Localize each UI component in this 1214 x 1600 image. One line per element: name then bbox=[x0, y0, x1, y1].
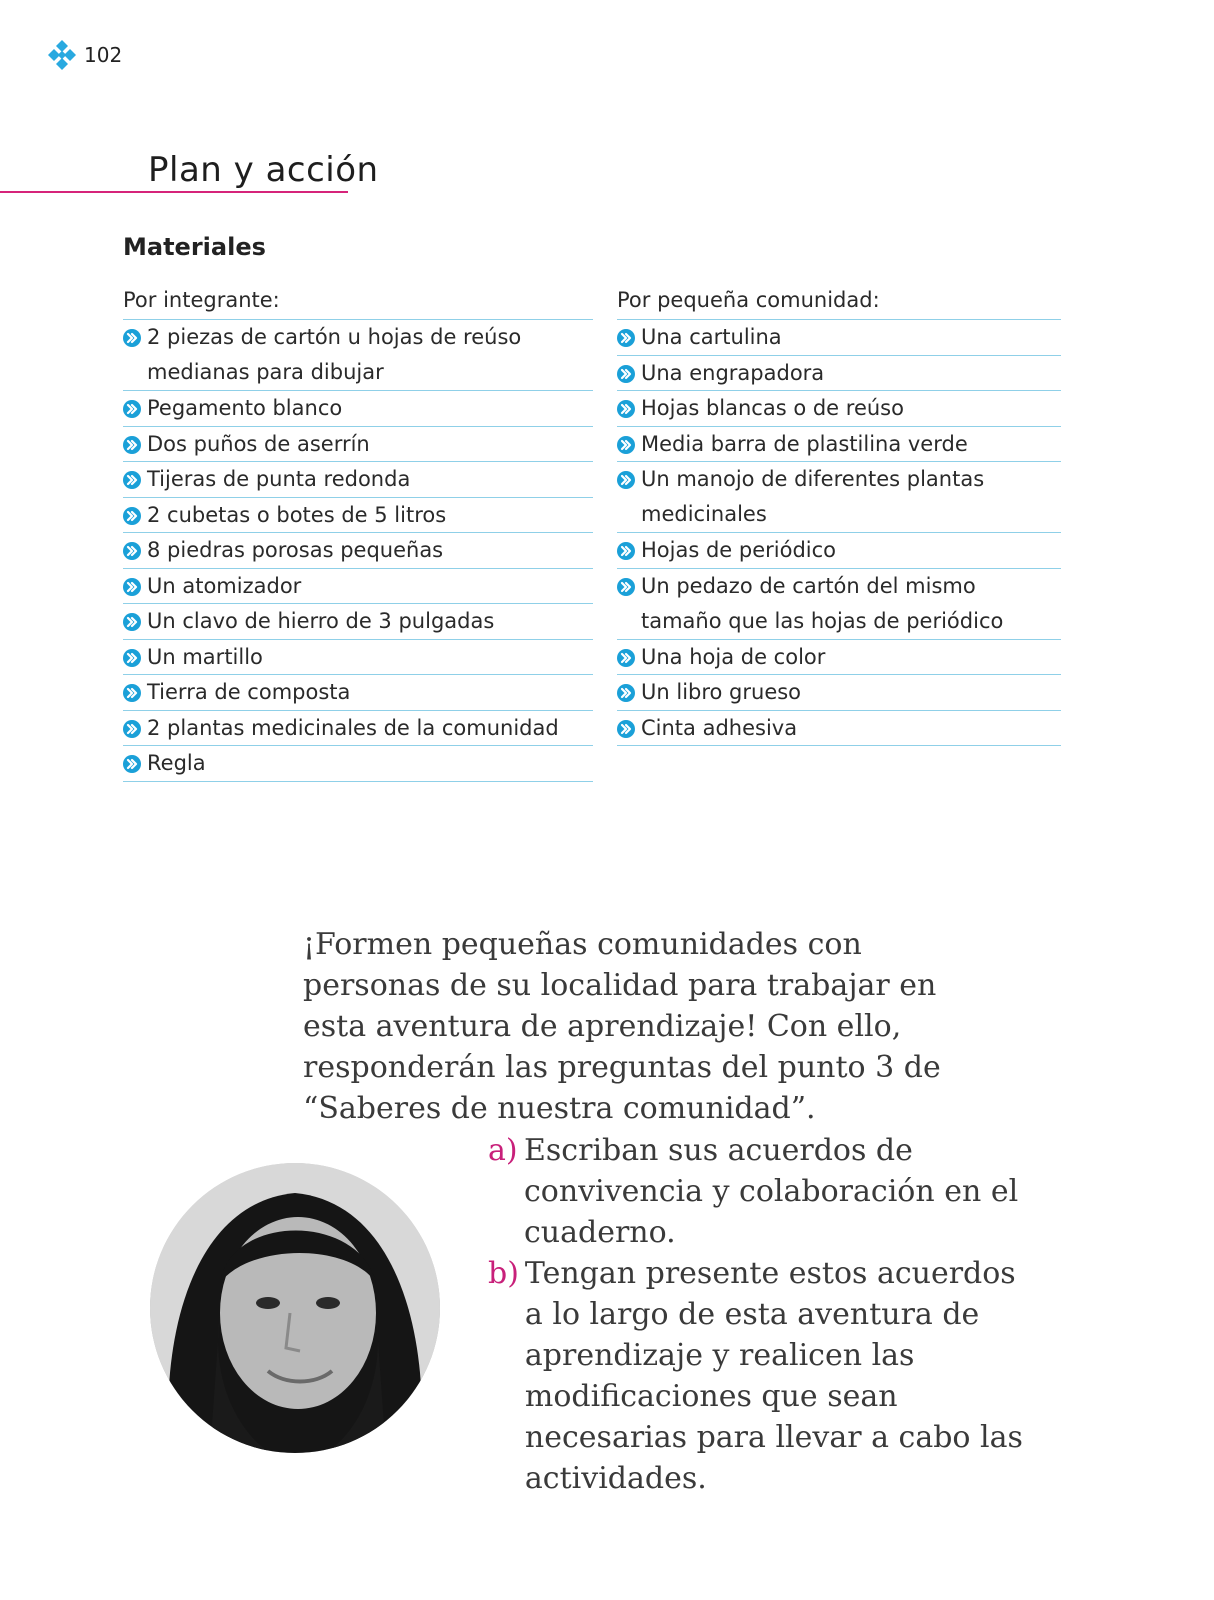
material-item-text: Cinta adhesiva bbox=[641, 715, 798, 740]
chevron-right-bullet-icon bbox=[123, 720, 141, 738]
material-list-item bbox=[617, 640, 1061, 676]
chevron-right-bullet-icon bbox=[617, 684, 635, 702]
material-item-text: Un atomizador bbox=[147, 573, 302, 598]
chevron-right-bullet-icon bbox=[617, 436, 635, 454]
chevron-right-bullet-icon bbox=[617, 365, 635, 383]
material-list-item bbox=[123, 711, 593, 747]
material-list-item bbox=[123, 320, 593, 391]
material-list-item bbox=[123, 462, 593, 498]
materials-per-member-column bbox=[123, 285, 593, 782]
material-item-text: 2 cubetas o botes de 5 litros bbox=[147, 502, 447, 527]
per-member-header: Por integrante: bbox=[123, 285, 593, 320]
step-text: Tengan presente estos acuerdos a lo largo de esta aventura de aprendizaje y realicen las modificaciones que sean necesarias para llevar a cabo las actividades. bbox=[524, 1256, 1023, 1496]
material-list-item bbox=[617, 675, 1061, 711]
material-list-item bbox=[617, 320, 1061, 356]
material-item-text: 2 plantas medicinales de la comunidad bbox=[147, 715, 559, 740]
material-list-item bbox=[617, 569, 1061, 640]
chevron-right-bullet-icon bbox=[617, 471, 635, 489]
material-list-item bbox=[123, 675, 593, 711]
material-item-text: Tijeras de punta redonda bbox=[147, 467, 411, 491]
per-member-list bbox=[123, 320, 593, 782]
chevron-right-bullet-icon bbox=[123, 755, 141, 773]
material-list-item bbox=[617, 462, 1061, 533]
material-item-text: 8 piedras porosas pequeñas bbox=[147, 538, 444, 562]
section-title: Plan y acción bbox=[148, 150, 379, 190]
title-underline bbox=[0, 191, 348, 193]
material-item-text: Hojas blancas o de reúso bbox=[641, 396, 904, 420]
chevron-right-bullet-icon bbox=[617, 542, 635, 560]
material-item-text: Hojas de periódico bbox=[641, 538, 837, 562]
steps-list bbox=[488, 1130, 1028, 1499]
chevron-right-bullet-icon bbox=[617, 578, 635, 596]
chevron-right-bullet-icon bbox=[617, 720, 635, 738]
material-list-item bbox=[123, 746, 593, 782]
portrait-illustration bbox=[150, 1163, 440, 1453]
chevron-right-bullet-icon bbox=[617, 400, 635, 418]
material-item-text: Un libro grueso bbox=[641, 680, 802, 704]
intro-paragraph: ¡Formen pequeñas comunidades con personas de su localidad para trabajar en esta aventura de aprendizaje! Con ello, responderán las preguntas del punto 3 de “Saberes de nuestra comunidad”. bbox=[303, 927, 941, 1126]
material-list-item bbox=[123, 569, 593, 605]
chevron-right-bullet-icon bbox=[617, 649, 635, 667]
materials-per-community-column bbox=[617, 285, 1061, 746]
chevron-right-bullet-icon bbox=[123, 471, 141, 489]
material-item-text: Un manojo de diferentes plantas medicinales bbox=[641, 467, 985, 526]
material-item-text: Un pedazo de cartón del mismo tamaño que las hojas de periódico bbox=[641, 573, 1004, 633]
material-item-text: Una cartulina bbox=[641, 325, 782, 349]
step-text: Escriban sus acuerdos de convivencia y colaboración en el cuaderno. bbox=[524, 1133, 1019, 1250]
chevron-right-bullet-icon bbox=[123, 436, 141, 454]
materials-heading: Materiales bbox=[123, 233, 266, 261]
per-community-list bbox=[617, 320, 1061, 746]
chevron-right-bullet-icon bbox=[123, 578, 141, 596]
chevron-right-bullet-icon bbox=[123, 507, 141, 525]
material-item-text: 2 piezas de cartón u hojas de reúso medianas para dibujar bbox=[147, 325, 522, 384]
girl-portrait-photo bbox=[150, 1163, 440, 1453]
material-item-text: Pegamento blanco bbox=[147, 396, 343, 420]
material-item-text: Una engrapadora bbox=[641, 360, 825, 385]
material-list-item bbox=[617, 533, 1061, 569]
material-item-text: Un clavo de hierro de 3 pulgadas bbox=[147, 609, 495, 633]
book-logo-icon bbox=[48, 38, 76, 72]
material-list-item bbox=[123, 391, 593, 427]
material-item-text: Un martillo bbox=[147, 644, 263, 669]
chevron-right-bullet-icon bbox=[123, 400, 141, 418]
step-letter: a) bbox=[488, 1133, 518, 1168]
material-item-text: Media barra de plastilina verde bbox=[641, 431, 968, 456]
material-list-item bbox=[617, 356, 1061, 392]
material-item-text: Regla bbox=[147, 751, 206, 775]
material-list-item bbox=[123, 604, 593, 640]
chevron-right-bullet-icon bbox=[123, 684, 141, 702]
material-list-item bbox=[123, 498, 593, 534]
per-community-header: Por pequeña comunidad: bbox=[617, 285, 1061, 320]
step-letter: b) bbox=[488, 1256, 519, 1291]
chevron-right-bullet-icon bbox=[617, 329, 635, 347]
material-item-text: Dos puños de aserrín bbox=[147, 431, 370, 456]
material-list-item bbox=[617, 391, 1061, 427]
material-list-item bbox=[123, 640, 593, 676]
chevron-right-bullet-icon bbox=[123, 542, 141, 560]
step-item-a bbox=[488, 1130, 1028, 1253]
step-item-b bbox=[488, 1253, 1028, 1499]
chevron-right-bullet-icon bbox=[123, 329, 141, 347]
material-item-text: Una hoja de color bbox=[641, 644, 826, 669]
material-list-item bbox=[123, 533, 593, 569]
material-list-item bbox=[617, 427, 1061, 463]
chevron-right-bullet-icon bbox=[123, 613, 141, 631]
material-list-item bbox=[123, 427, 593, 463]
page-number: 102 bbox=[84, 43, 123, 67]
chevron-right-bullet-icon bbox=[123, 649, 141, 667]
material-list-item bbox=[617, 711, 1061, 747]
material-item-text: Tierra de composta bbox=[147, 680, 351, 704]
page-header bbox=[48, 38, 122, 72]
